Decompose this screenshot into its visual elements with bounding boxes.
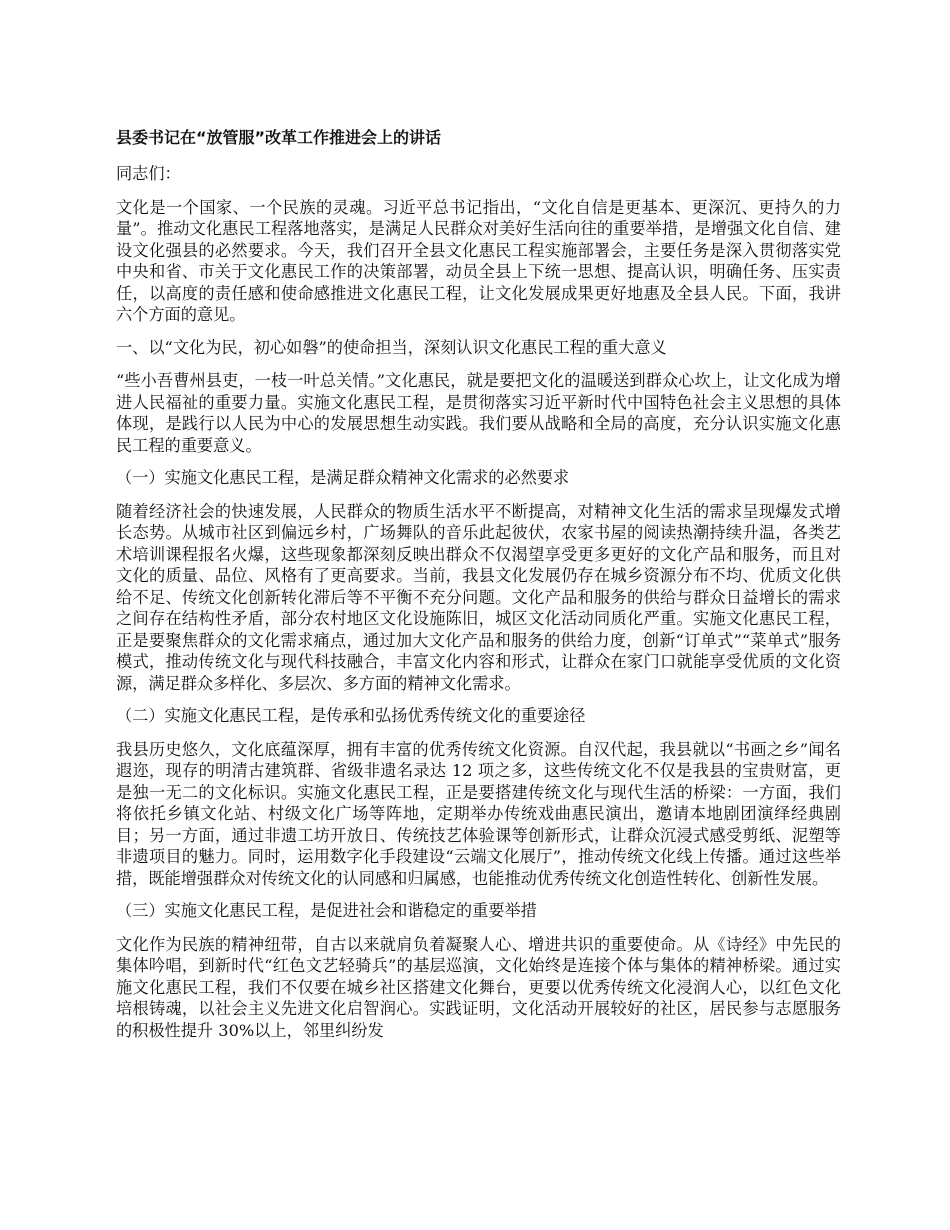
subsection-1-paragraph: 随着经济社会的快速发展，人民群众的物质生活水平不断提高，对精神文化生活的需求呈现爆发式增长态势。从城市社区到偏远乡村，广场舞队的音乐此起彼伏，农家书屋的阅读热潮持续升温，各类艺术培训课程报名火爆，这些现象都深刻反映出群众不仅渴望享受更多更好的文化产品和服务，而且对文化的质量、品位、风格有了更高要求。当前，我县文化发展仍存在城乡资源分布不均、优质文化供给不足、传统文化创新转化滞后等不平衡不充分问题。文化产品和服务的供给与群众日益增长的需求之间存在结构性矛盾，部分农村地区文化设施陈旧，城区文化活动同质化严重。实施文化惠民工程，正是要聚焦群众的文化需求痛点，通过加大文化产品和服务的供给力度，创新“订单式”“菜单式”服务模式，推动传统文化与现代科技融合，丰富文化内容和形式，让群众在家门口就能享受优质的文化资源，满足群众多样化、多层次、多方面的精神文化需求。	[116, 501, 841, 693]
subsection-heading-2: （二）实施文化惠民工程，是传承和弘扬优秀传统文化的重要途径	[116, 706, 586, 725]
document-page	[116, 127, 841, 1052]
subsection-heading-3: （三）实施文化惠民工程，是促进社会和谐稳定的重要举措	[116, 901, 537, 920]
subsection-3-paragraph: 文化作为民族的精神纽带，自古以来就肩负着凝聚人心、增进共识的重要使命。从《诗经》中先民的集体吟唱，到新时代“红色文艺轻骑兵”的基层巡演，文化始终是连接个体与集体的精神桥梁。通过实施文化惠民工程，我们不仅要在城乡社区搭建文化舞台，更要以优秀传统文化浸润人心，以红色文化培根铸魂，以社会主义先进文化启智润心。实践证明，文化活动开展较好的社区，居民参与志愿服务的积极性提升 30%以上，邻里纠纷发	[116, 934, 841, 1040]
intro-paragraph: 文化是一个国家、一个民族的灵魂。习近平总书记指出，“文化自信是更基本、更深沉、更持久的力量”。推动文化惠民工程落地落实，是满足人民群众对美好生活向往的重要举措，是增强文化自信、建设文化强县的必然要求。今天，我们召开全县文化惠民工程实施部署会，主要任务是深入贯彻落实党中央和省、市关于文化惠民工作的决策部署，动员全县上下统一思想、提高认识，明确任务、压实责任，以高度的责任感和使命感推进文化惠民工程，让文化发展成果更好地惠及全县人民。下面，我讲六个方面的意见。	[116, 197, 841, 324]
document-title: 县委书记在“放管服”改革工作推进会上的讲话	[116, 128, 442, 147]
section-1-intro-paragraph: “些小吾曹州县吏，一枝一叶总关情。”文化惠民，就是要把文化的温暖送到群众心坎上，让文化成为增进人民福祉的重要力量。实施文化惠民工程，是贯彻落实习近平新时代中国特色社会主义思想的具体体现，是践行以人民为中心的发展思想生动实践。我们要从战略和全局的高度，充分认识实施文化惠民工程的重要意义。	[116, 371, 841, 455]
section-heading-1: 一、以“文化为民，初心如磐”的使命担当，深刻认识文化惠民工程的重大意义	[116, 337, 667, 357]
salutation: 同志们：	[116, 164, 181, 183]
subsection-2-paragraph: 我县历史悠久，文化底蕴深厚，拥有丰富的优秀传统文化资源。自汉代起，我县就以“书画之乡”闻名遐迩，现存的明清古建筑群、省级非遗名录达 12 项之多，这些传统文化不仅是我县的宝贵财富，更是独一无二的文化标识。实施文化惠民工程，正是要搭建传统文化与现代生活的桥梁：一方面，我们将依托乡镇文化站、村级文化广场等阵地，定期举办传统戏曲惠民演出，邀请本地剧团演绎经典剧目；另一方面，通过非遗工坊开放日、传统技艺体验课等创新形式，让群众沉浸式感受剪纸、泥塑等非遗项目的魅力。同时，运用数字化手段建设“云端文化展厅”，推动传统文化线上传播。通过这些举措，既能增强群众对传统文化的认同感和归属感，也能推动优秀传统文化创造性转化、创新性发展。	[116, 739, 841, 888]
subsection-heading-1: （一）实施文化惠民工程，是满足群众精神文化需求的必然要求	[116, 468, 570, 487]
